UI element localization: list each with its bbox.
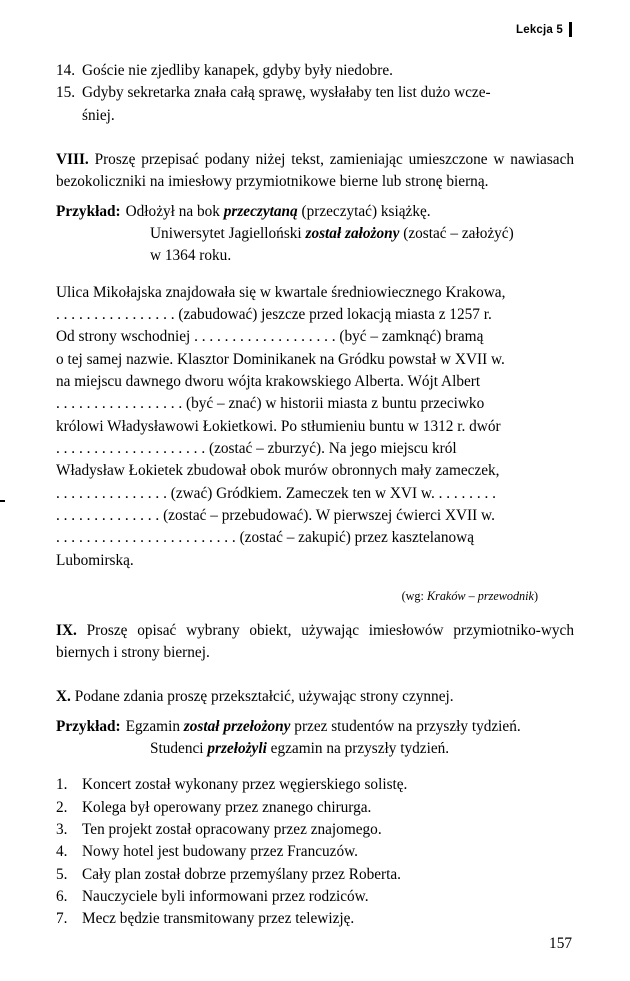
list-item-text: Gdyby sekretarka znała całą sprawę, wysłałaby ten list dużo wcze- bbox=[82, 84, 491, 102]
spacer bbox=[56, 127, 574, 149]
gap-text-line: Od strony wschodniej . . . . . . . . . . . . . . . . . . . (być – zamknąć) bramą bbox=[56, 328, 484, 346]
gap-text-line: na miejscu dawnego dworu wójta krakowskiego Alberta. Wójt Albert bbox=[56, 372, 481, 390]
exercise-viii-example-line-1 bbox=[56, 201, 574, 223]
gap-text-line: . . . . . . . . . . . . . . . . . . . . . . . . (zostać – zakupić) przez kasztelanową bbox=[56, 529, 474, 547]
list-item-number: 15. bbox=[56, 84, 76, 102]
list-item bbox=[56, 886, 574, 908]
example-part-c: przez studentów na przyszły tydzień. bbox=[290, 717, 521, 735]
list-item-number: 4. bbox=[56, 843, 68, 861]
gap-text-line: Lubomirską. bbox=[56, 551, 134, 569]
example-part-c: (zostać – założyć) bbox=[399, 224, 514, 242]
list-item-continuation: śniej. bbox=[82, 106, 115, 124]
list-item-number: 1. bbox=[56, 776, 68, 794]
exercise-viii-label: VIII. bbox=[56, 150, 89, 168]
exercise-viii-example-line-2 bbox=[56, 223, 574, 245]
page-content bbox=[56, 60, 574, 931]
gap-text-line: . . . . . . . . . . . . . . . . . . . . (zostać – zburzyć). Na jego miejscu król bbox=[56, 439, 457, 457]
exercise-x-example-line-1 bbox=[56, 716, 574, 738]
exercise-ix-instruction bbox=[56, 620, 574, 665]
list-item bbox=[56, 908, 574, 930]
gap-text-line: . . . . . . . . . . . . . . . . . (być – znać) w historii miasta z buntu przeciwko bbox=[56, 395, 485, 413]
list-item bbox=[56, 60, 574, 82]
example-part-c: (przeczytać) książkę. bbox=[297, 202, 431, 220]
spacer bbox=[56, 664, 574, 686]
list-item-text: Nowy hotel jest budowany przez Francuzów. bbox=[82, 843, 358, 861]
spacer bbox=[56, 709, 574, 716]
list-item-text: Nauczyciele byli informowani przez rodziców. bbox=[82, 887, 369, 905]
list-item bbox=[56, 864, 574, 886]
list-item-number: 2. bbox=[56, 798, 68, 816]
spacer bbox=[56, 268, 574, 282]
running-header-label: Lekcja 5 bbox=[516, 23, 563, 36]
list-item bbox=[56, 841, 574, 863]
example-part-c: egzamin na przyszły tydzień. bbox=[266, 740, 450, 758]
exercise-x-items bbox=[56, 774, 574, 930]
spacer bbox=[56, 606, 574, 620]
example-highlight: przeczytaną bbox=[223, 202, 298, 220]
page-number: 157 bbox=[549, 935, 572, 952]
gap-text-line: . . . . . . . . . . . . . . (zostać – przebudować). W pierwszej ćwierci XVII w. bbox=[56, 506, 495, 524]
gap-text-line: Władysław Łokietek zbudował obok murów obronnych mały zameczek, bbox=[56, 462, 500, 480]
list-item-text: Koncert został wykonany przez węgierskiego solistę. bbox=[82, 776, 408, 794]
list-item-text: Cały plan został dobrze przemyślany przez Roberta. bbox=[82, 865, 401, 883]
list-item bbox=[56, 819, 574, 841]
list-item-text: Ten projekt został opracowany przez znajomego. bbox=[82, 821, 382, 838]
header-rule bbox=[569, 22, 572, 37]
example-part-a: Uniwersytet Jagielloński bbox=[150, 224, 306, 242]
list-item bbox=[56, 797, 574, 819]
list-item bbox=[56, 82, 574, 104]
exercise-viii-example-line-3: w 1364 roku. bbox=[150, 247, 232, 265]
text-source-attribution bbox=[56, 588, 574, 606]
exercise-ix-instruction-text: Proszę opisać wybrany obiekt, używając imiesłowów przymiotniko-wych biernych i strony biernej. bbox=[56, 621, 574, 662]
example-text bbox=[126, 716, 574, 738]
example-text bbox=[126, 201, 574, 223]
gap-text-line: . . . . . . . . . . . . . . . . (zabudować) jeszcze przed lokacją miasta z 1257 r. bbox=[56, 305, 492, 323]
exercise-viii-instruction bbox=[56, 149, 574, 194]
example-highlight: został założony bbox=[305, 224, 400, 242]
gap-text-line: królowi Władysławowi Łokietkowi. Po stłumieniu buntu w 1312 r. dwór bbox=[56, 417, 501, 435]
exercise-vii-continued-list bbox=[56, 60, 574, 127]
exercise-x-example-line-2 bbox=[56, 738, 574, 760]
gap-text-line: o tej samej nazwie. Klasztor Dominikanek na Gródku powstał w XVII w. bbox=[56, 350, 505, 368]
example-part-a: Odłożył na bok bbox=[125, 202, 224, 220]
list-item-number: 6. bbox=[56, 887, 68, 905]
list-item-text: Mecz będzie transmitowany przez telewizję. bbox=[82, 910, 355, 928]
source-suffix: ) bbox=[533, 588, 538, 603]
spacer bbox=[56, 760, 574, 774]
example-part-a: Egzamin bbox=[125, 717, 184, 735]
list-item-number: 3. bbox=[56, 821, 68, 838]
running-header bbox=[516, 22, 572, 37]
gap-text-line: . . . . . . . . . . . . . . . (zwać) Gródkiem. Zameczek ten w XVI w. . . . . . . . . bbox=[56, 484, 496, 502]
exercise-x-instruction-text: Podane zdania proszę przekształcić, używając strony czynnej. bbox=[74, 688, 454, 706]
exercise-x-instruction bbox=[56, 686, 574, 708]
example-label: Przykład: bbox=[56, 717, 121, 735]
spacer bbox=[56, 194, 574, 201]
list-item-text: Goście nie zjedliby kanapek, gdyby były niedobre. bbox=[82, 62, 393, 79]
example-label: Przykład: bbox=[56, 202, 121, 220]
exercise-viii-gap-text bbox=[56, 282, 574, 572]
exercise-viii-instruction-text: Proszę przepisać podany niżej tekst, zamieniając umieszczone w nawiasach bezokoliczniki na imiesłowy przymiotnikowe bierne lub stronę bierną. bbox=[56, 150, 575, 191]
source-prefix: (wg: bbox=[401, 588, 427, 603]
gap-text-line: Ulica Mikołajska znajdowała się w kwartale średniowiecznego Krakowa, bbox=[56, 283, 506, 301]
source-title: Kraków – przewodnik bbox=[426, 588, 534, 603]
list-item-number: 5. bbox=[56, 865, 68, 883]
exercise-ix-label: IX. bbox=[56, 621, 77, 639]
example-part-a: Studenci bbox=[150, 740, 208, 758]
exercise-x-label: X. bbox=[56, 688, 71, 706]
margin-tick bbox=[0, 500, 5, 502]
example-highlight: został przełożony bbox=[183, 717, 291, 735]
list-item-number: 14. bbox=[56, 62, 76, 79]
list-item bbox=[56, 774, 574, 796]
example-highlight: przełożyli bbox=[207, 740, 267, 758]
list-item-number: 7. bbox=[56, 910, 68, 928]
list-item-text: Kolega był operowany przez znanego chirurga. bbox=[82, 798, 372, 816]
